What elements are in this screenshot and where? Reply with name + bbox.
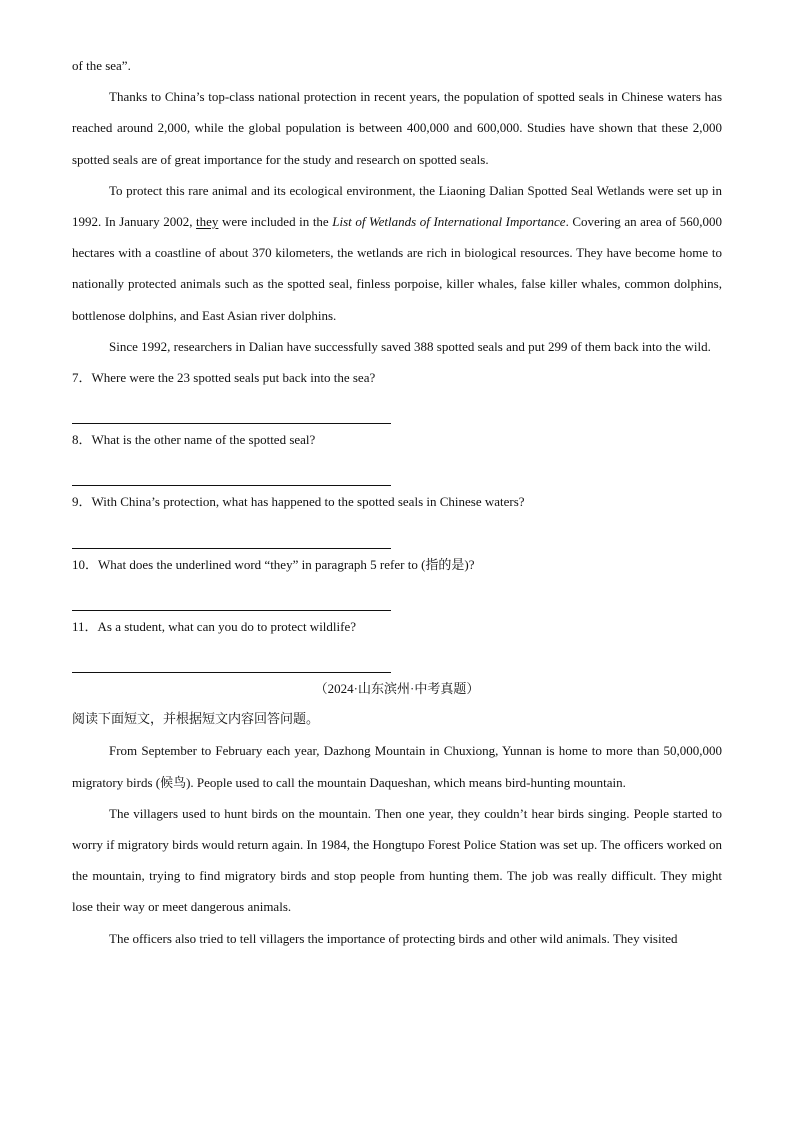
answer-line-10[interactable] [72, 580, 391, 611]
paragraph-migratory: From September to February each year, Dazhong Mountain in Chuxiong, Yunnan is home to more than 50,000,000 migratory birds (候鸟). People used to call the mountain Daqueshan, which means bird-hunting mountain. [72, 743, 722, 790]
exam-source: （2024·山东滨州·中考真题） [314, 681, 480, 697]
wetlands-text-a: To protect this rare animal and its ecological environment, the Liaoning Dalian Spotted Seal Wetlands were set up in 1992. In January 2002, [72, 182, 722, 230]
paragraph-population: Thanks to China’s top-class national protection in recent years, the population of spotted seals in Chinese waters has reached around 2,000, while the global population is between 400,000 and 600,000. Studies have shown that these 2,000 spotted seals are of great importance for the study and research on spotted seals. [72, 89, 722, 167]
underlined-they: they [196, 214, 219, 230]
paragraph-end: of the sea”. [72, 58, 131, 73]
paragraph-rescue: Since 1992, researchers in Dalian have successfully saved 388 spotted seals and put 299 of them back into the wild. [109, 338, 711, 354]
answer-line-7[interactable] [72, 393, 391, 424]
document-page [72, 0, 722, 954]
answer-line-9[interactable] [72, 518, 391, 549]
question-7: 7．Where were the 23 spotted seals put back into the sea? [72, 370, 376, 386]
paragraph-officers: The officers also tried to tell villagers the importance of protecting birds and other wild animals. They visited [109, 930, 678, 946]
question-10: 10．What does the underlined word “they” in paragraph 5 refer to (指的是)? [72, 556, 475, 572]
paragraph-wetlands [72, 175, 722, 331]
paragraph-villagers: The villagers used to hunt birds on the mountain. Then one year, they couldn’t hear birds singing. People started to worry if migratory birds would return again. In 1984, the Hongtupo Forest Police Station was set up. The officers worked on the mountain, trying to find migratory birds and stop people from hunting them. The job was really difficult. They might lose their way or meet dangerous animals. [72, 805, 722, 915]
answer-line-8[interactable] [72, 455, 391, 486]
instruction: 阅读下面短文，并根据短文内容回答问题。 [72, 712, 320, 728]
wetlands-list-title: List of Wetlands of International Importance [332, 214, 566, 230]
question-9: 9．With China’s protection, what has happened to the spotted seals in Chinese waters? [72, 494, 525, 510]
question-11: 11．As a student, what can you do to protect wildlife? [72, 618, 357, 634]
wetlands-text-b: were included in the [218, 214, 333, 230]
question-8: 8．What is the other name of the spotted seal? [72, 432, 316, 448]
wetlands-text-c: . Covering an area of 560,000 hectares with a coastline of about 370 kilometers, the wetlands are rich in biological resources. They have become home to nationally protected animals such as the spotted seal, finless porpoise, killer whales, false killer whales, common dolphins, bottlenose dolphins, and East Asian river dolphins. [72, 214, 723, 323]
answer-line-11[interactable] [72, 642, 391, 673]
